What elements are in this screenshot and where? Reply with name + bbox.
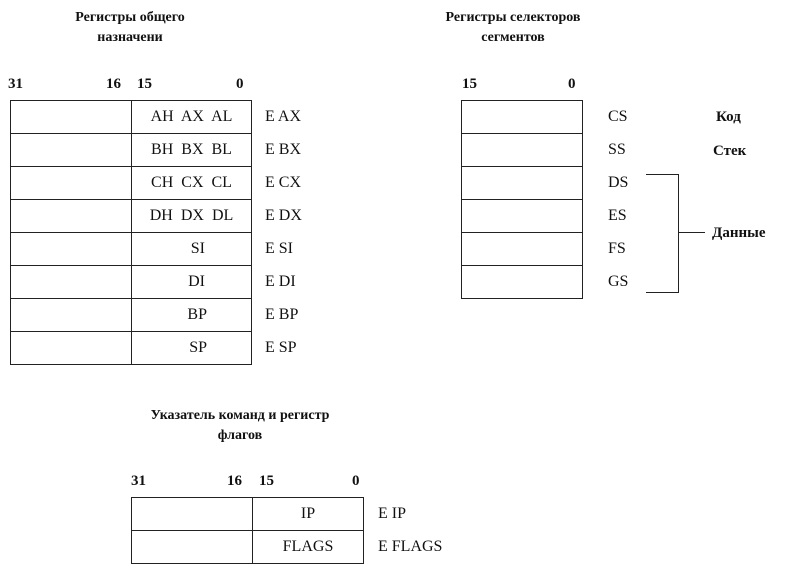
gpr-high-cell (10, 166, 132, 200)
gpr-low-cell-ebx: BH BX BL (131, 133, 252, 167)
seg-reg-label-ss: SS (608, 141, 626, 158)
gpr-bit-15: 15 (137, 76, 152, 92)
gpr-reg-label-ecx: E CX (265, 174, 301, 191)
ip-title (120, 406, 360, 446)
gpr-reg-label-ebx: E BX (265, 141, 301, 158)
gpr-reg-label-edx: E DX (265, 207, 302, 224)
gpr-reg-label-ebp: E BP (265, 306, 299, 323)
seg-desc-code: Код (716, 109, 741, 125)
ip-bit-15: 15 (259, 473, 274, 489)
seg-bit-0: 0 (568, 76, 576, 92)
gpr-title-line2: назначени (97, 30, 163, 45)
seg-cell-ds (461, 166, 583, 200)
seg-reg-label-es: ES (608, 207, 627, 224)
gpr-low-cell-ebp: BP (131, 298, 252, 332)
ip-high-cell (131, 497, 253, 531)
gpr-reg-label-eax: E AX (265, 108, 301, 125)
gpr-bit-31: 31 (8, 76, 23, 92)
seg-data-bracket (646, 174, 679, 293)
gpr-low-cell-esp: SP (131, 331, 252, 365)
seg-title (418, 8, 608, 48)
gpr-low-cell-edx: DH DX DL (131, 199, 252, 233)
seg-reg-label-fs: FS (608, 240, 626, 257)
seg-cell-fs (461, 232, 583, 266)
seg-desc-data: Данные (712, 225, 766, 241)
ip-title-line2: флагов (217, 428, 263, 443)
ip-bit-16: 16 (227, 473, 242, 489)
ip-reg-label-eflags: E FLAGS (378, 538, 443, 555)
gpr-reg-label-esp: E SP (265, 339, 297, 356)
seg-reg-label-gs: GS (608, 273, 629, 290)
gpr-bit-16: 16 (106, 76, 121, 92)
ip-low-cell-ip: IP (252, 497, 364, 531)
ip-bit-31: 31 (131, 473, 146, 489)
gpr-low-cell-eax: AH AX AL (131, 100, 252, 134)
gpr-high-cell (10, 232, 132, 266)
gpr-high-cell (10, 265, 132, 299)
gpr-low-cell-edi: DI (131, 265, 252, 299)
gpr-low-cell-esi: SI (131, 232, 252, 266)
gpr-title (50, 8, 210, 48)
gpr-high-cell (10, 298, 132, 332)
ip-bit-0: 0 (352, 473, 360, 489)
seg-title-line2: сегментов (481, 30, 545, 45)
gpr-bit-0: 0 (236, 76, 244, 92)
ip-reg-label-eip: E IP (378, 505, 406, 522)
gpr-high-cell (10, 199, 132, 233)
seg-reg-label-cs: CS (608, 108, 628, 125)
gpr-high-cell (10, 100, 132, 134)
seg-title-line1: Регистры селекторов (445, 10, 581, 25)
seg-cell-cs (461, 100, 583, 134)
gpr-reg-label-esi: E SI (265, 240, 293, 257)
gpr-reg-label-edi: E DI (265, 273, 296, 290)
ip-high-cell (131, 530, 253, 564)
seg-cell-gs (461, 265, 583, 299)
ip-title-line1: Указатель команд и регистр (150, 408, 330, 423)
seg-bit-15: 15 (462, 76, 477, 92)
seg-data-bracket-tick (679, 232, 705, 233)
seg-cell-es (461, 199, 583, 233)
seg-desc-stack: Стек (713, 143, 747, 159)
seg-cell-ss (461, 133, 583, 167)
gpr-title-line1: Регистры общего (75, 10, 185, 25)
gpr-high-cell (10, 133, 132, 167)
gpr-low-cell-ecx: CH CX CL (131, 166, 252, 200)
seg-reg-label-ds: DS (608, 174, 629, 191)
ip-low-cell-flags: FLAGS (252, 530, 364, 564)
gpr-high-cell (10, 331, 132, 365)
